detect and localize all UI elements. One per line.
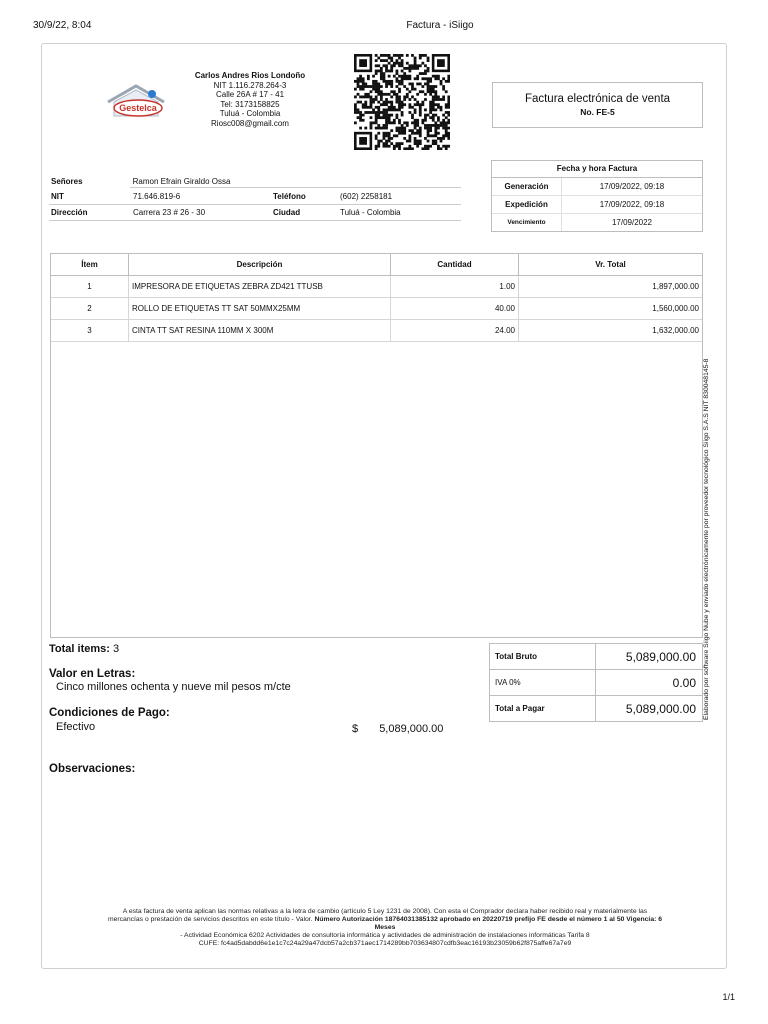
svg-text:Gestelca: Gestelca [119, 103, 157, 113]
gross-total-label: Total Bruto [490, 644, 596, 669]
issuer-email: Riosc008@gmail.com [211, 118, 289, 128]
invoice-dates [491, 160, 703, 232]
payment-terms [49, 707, 170, 733]
row-quantity: 1.00 [391, 276, 519, 298]
client-nit-label: NIT [51, 192, 64, 201]
row-description: IMPRESORA DE ETIQUETAS ZEBRA ZD421 TTUSB [129, 276, 391, 298]
authorization-validity: Meses [374, 924, 396, 931]
client-city-label: Ciudad [273, 208, 301, 217]
payment-method: Efectivo [56, 721, 96, 733]
client-city: Tuluá - Colombia [340, 208, 401, 217]
legal-line-2 [60, 916, 710, 924]
invoice-title: Factura electrónica de venta [524, 93, 671, 105]
row-item: 2 [51, 298, 129, 320]
total-items-value: 3 [112, 643, 120, 655]
client-name: Ramon Efrain Giraldo Ossa [132, 177, 231, 186]
qr-code [354, 54, 450, 150]
cufe-code: CUFE: fc4ad5dabdd6e1e1c7c24a29a47dcb57a2cb371aec1714289bb703634807cdfb3eac16193b23059b62f875affe67a7e9 [198, 940, 572, 947]
table-row [51, 276, 702, 298]
issue-label: Expedición [492, 196, 562, 213]
client-info [49, 174, 461, 221]
vat-value: 0.00 [672, 675, 696, 690]
issuer-nit: NIT 1.116.278.264-3 [213, 80, 287, 90]
observations-label: Observaciones: [49, 763, 136, 775]
issue-date: 17/09/2022, 09:18 [599, 200, 665, 209]
issuer-block [180, 71, 320, 128]
legal-line-2-text: mercancías o prestación de servicios descritos en este título - Valor. [107, 916, 313, 923]
authorization-number: Número Autorización 18764031385132 aprobado en 20220719 prefijo FE desde el número 1 al 50 Vigencia: 6 [314, 916, 663, 923]
row-description: CINTA TT SAT RESINA 110MM X 300M [129, 320, 391, 342]
row-quantity: 40.00 [391, 298, 519, 320]
col-item: Ítem [51, 254, 129, 276]
software-provider-note: Elaborado por software Siigo Nube y enviado electrónicamente por proveedor tecnológico Siigo S.A.S NIT 830048145-8 [703, 358, 710, 720]
payment-terms-label: Condiciones de Pago: [49, 707, 170, 719]
invoice-title-box [492, 82, 703, 128]
client-address: Carrera 23 # 26 - 30 [133, 208, 206, 217]
dates-header: Fecha y hora Factura [492, 161, 702, 178]
payment-amount-value: 5,089,000.00 [379, 723, 444, 735]
generation-label: Generación [492, 178, 562, 195]
total-due-label: Total a Pagar [490, 696, 596, 721]
invoice-number: No. FE-5 [580, 107, 615, 117]
issuer-address: Calle 26A # 17 - 41 [215, 90, 285, 99]
amount-in-words-label: Valor en Letras: [49, 668, 136, 680]
total-due-value: 5,089,000.00 [625, 701, 696, 716]
client-address-label: Dirección [51, 208, 88, 217]
col-total: Vr. Total [519, 254, 703, 276]
issuer-phone: Tel: 3173158825 [220, 99, 280, 109]
vat-label: IVA 0% [490, 670, 596, 695]
due-date: 17/09/2022 [611, 218, 653, 227]
totals-summary [489, 643, 703, 722]
print-datetime: 30/9/22, 8:04 [33, 20, 92, 31]
gross-total-value: 5,089,000.00 [625, 649, 696, 664]
row-quantity: 24.00 [391, 320, 519, 342]
items-table [50, 253, 703, 638]
amount-in-words-value: Cinco millones ochenta y nueve mil pesos m/cte [56, 681, 291, 693]
row-item: 1 [51, 276, 129, 298]
row-total: 1,632,000.00 [519, 320, 703, 342]
amount-in-words [49, 668, 291, 693]
generation-date: 17/09/2022, 09:18 [599, 182, 665, 191]
table-row [51, 320, 702, 342]
total-items-label: Total items: [49, 643, 110, 655]
client-nit: 71.646.819-6 [133, 192, 181, 201]
page-number: 1/1 [722, 992, 735, 1002]
client-name-label: Señores [51, 177, 83, 186]
issuer-name: Carlos Andres Rios Londoño [194, 71, 306, 80]
legal-notice [60, 908, 710, 948]
legal-line-1: A esta factura de venta aplican las normas relativas a la letra de cambio (artículo 5 Ley 1231 de 2008). Con esta el Comprador declara haber recibido real y materialmente las [122, 908, 648, 915]
due-label: Vencimiento [492, 214, 562, 231]
row-description: ROLLO DE ETIQUETAS TT SAT 50MMX25MM [129, 298, 391, 320]
payment-currency: $ [352, 723, 359, 735]
row-total: 1,897,000.00 [519, 276, 703, 298]
client-phone: (602) 2258181 [340, 192, 393, 201]
total-items [49, 643, 119, 655]
row-total: 1,560,000.00 [519, 298, 703, 320]
table-row [51, 298, 702, 320]
payment-amount [352, 723, 443, 735]
company-logo [106, 82, 170, 122]
print-title: Factura - iSiigo [406, 20, 474, 31]
col-quantity: Cantidad [391, 254, 519, 276]
client-phone-label: Teléfono [273, 192, 306, 201]
client-divider [130, 187, 461, 188]
col-description: Descripción [129, 254, 391, 276]
row-item: 3 [51, 320, 129, 342]
issuer-city: Tuluá - Colombia [219, 109, 281, 118]
economic-activity: - Actividad Económica 6202 Actividades de consultoría informática y actividades de administración de instalaciones informáticas Tarifa 8 [180, 932, 590, 939]
